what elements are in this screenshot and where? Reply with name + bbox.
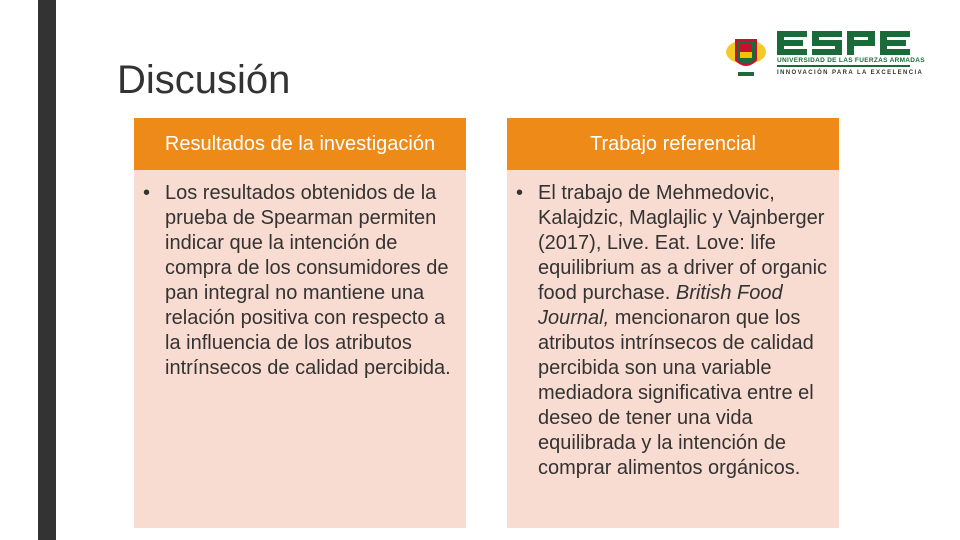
logo-subtitle: UNIVERSIDAD DE LAS FUERZAS ARMADAS [777,57,925,64]
trabajo-bullet [510,181,836,481]
accent-bar [38,0,56,540]
trabajo-text-end: mencionaron que los atributos intrínsecos de calidad percibida son una variable mediadora significativa entre el deseo de tener una vida equilibrada y la intención de comprar alimentos orgánicos. [538,307,814,479]
trabajo-journal-name: British Food Journal, [538,282,783,329]
resultados-bullet: • Los resultados obtenidos de la prueba de Spearman permiten indicar que la intención de compra de los consumidores de pan integral no mantiene una relación positiva con respecto a la influencia de los atributos intrínsecos de calidad percibida. [137,181,462,381]
espe-logo [724,24,925,88]
column-header-trabajo: Trabajo referencial [507,118,839,170]
slide-title: Discusión [117,58,291,102]
logo-tagline: INNOVACIÓN PARA LA EXCELENCIA [777,70,924,76]
column-header-resultados: Resultados de la investigación [134,118,466,170]
espe-logo-graphic [724,24,914,88]
resultados-list [137,181,462,381]
trabajo-text-start: El trabajo de Mehmedovic, Kalajdzic, Maglajlic y Vajnberger (2017), Live. Eat. Love: life equilibrium as a driver of organic food purchase. [538,182,828,304]
trabajo-list [510,181,836,481]
